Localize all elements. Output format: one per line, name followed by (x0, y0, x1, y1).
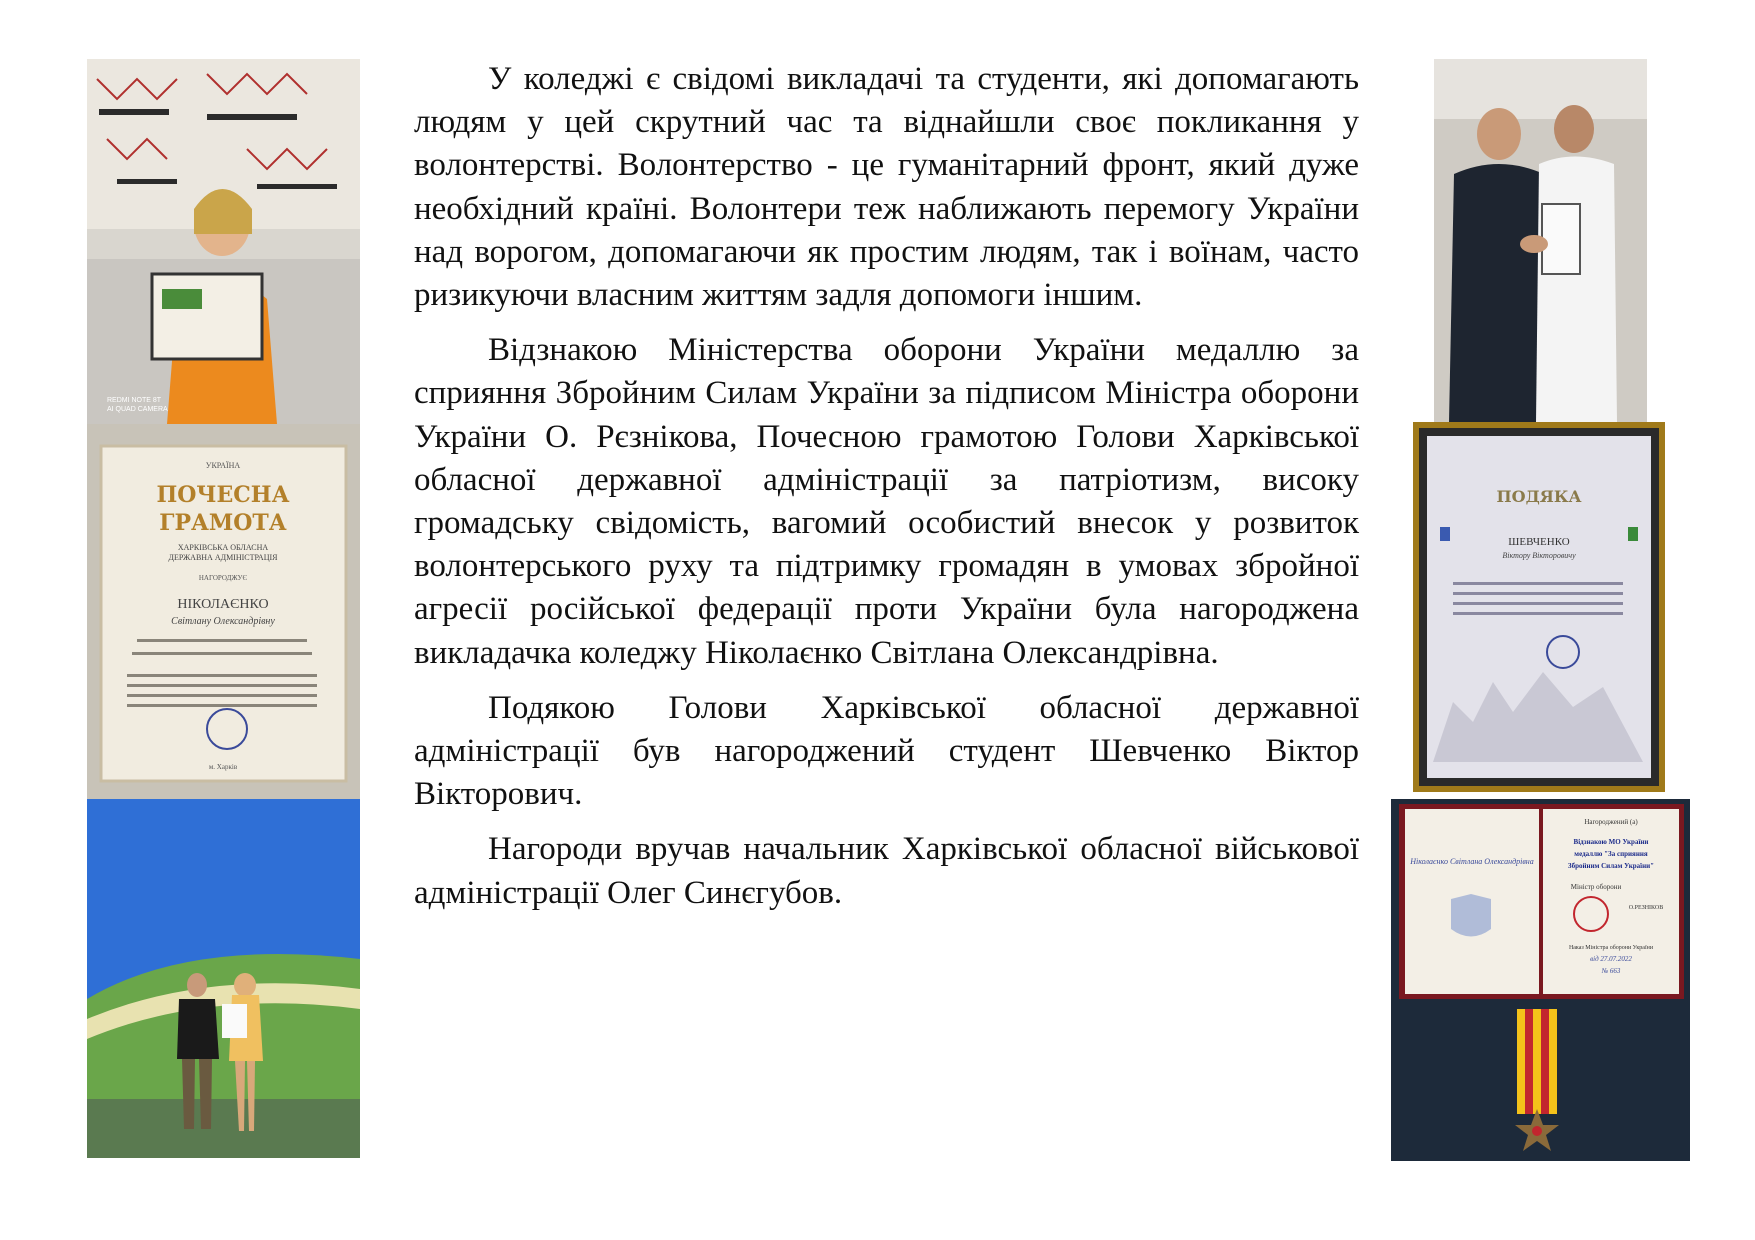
cert-issuer-line1: ХАРКІВСЬКА ОБЛАСНА (177, 543, 269, 552)
cert-awarded: НАГОРОДЖУЄ (198, 574, 248, 582)
medal-doc-awarded-label: Нагороджений (а) (1584, 818, 1638, 826)
cert-title-line2: ГРАМОТА (159, 510, 287, 536)
photo-medal-document (1391, 799, 1690, 1161)
article-body (414, 58, 1359, 927)
paragraph-award-presenter: Нагороди вручав начальник Харківської обласної військової адміністрації Олег Синєгубов. (414, 831, 1359, 911)
cert-country: УКРАЇНА (205, 461, 241, 470)
cert-city: м. Харків (208, 763, 238, 771)
photo-thanks-letter (1413, 422, 1665, 792)
photo-watermark-line1: REDMI NOTE 8T (107, 397, 162, 404)
cert-issuer-line2: ДЕРЖАВНА АДМІНІСТРАЦІЯ (168, 553, 278, 562)
photo-student-handshake (1434, 59, 1647, 422)
medal-doc-minister-label: Міністр оборони (1570, 883, 1622, 891)
paragraph-student-award: Подякою Голови Харківської обласної державної адміністрації був нагороджений студент Шевченко Віктор Вікторович. (414, 689, 1359, 813)
cert-surname: НІКОЛАЄНКО (177, 597, 269, 612)
medal-doc-medal-line1: Відзнакою МО України (1573, 838, 1649, 846)
thanks-title: ПОДЯКА (1496, 487, 1582, 506)
thanks-surname: ШЕВЧЕНКО (1508, 536, 1570, 548)
medal-doc-date-value: від 27.07.2022 (1590, 955, 1632, 963)
photo-teacher-with-certificate (87, 59, 360, 424)
thanks-name: Віктору Вікторовичу (1502, 551, 1576, 560)
medal-doc-signature: О.РЕЗНІКОВ (1628, 905, 1664, 911)
cert-title-line1: ПОЧЕСНА (156, 482, 290, 508)
paragraph-teacher-award: Відзнакою Міністерства оборони України медаллю за сприяння Збройним Силам України за підписом Міністра оборони України О. Рєзнікова, Почесною грамотою Голови Харківської обласної державної адміністрації за патріотизм, високу громадську свідомість, вагомий особистий внесок у розвиток волонтерського руху та підтримку громадян в умовах збройної агресії російської федерації проти України була нагороджена викладачка коледжу Ніколаєнко Світлана Олександрівна. (414, 332, 1359, 671)
medal-doc-medal-line2: медаллю "За сприяння (1574, 850, 1648, 858)
medal-doc-number-value: № 663 (1601, 967, 1621, 975)
medal-doc-handwritten-name: Ніколаєнко Світлана Олександрівна (1410, 857, 1534, 866)
cert-name: Світлану Олександрівну (171, 616, 275, 627)
photo-watermark-line2: AI QUAD CAMERA (107, 406, 168, 413)
photo-award-ceremony-stage (87, 799, 360, 1158)
photo-honorary-certificate (87, 424, 360, 799)
paragraph-volunteers: У коледжі є свідомі викладачі та студенти, які допомагають людям у цей скрутний час та віднайшли своє покликання у волонтерстві. Волонтерство - це гуманітарний фронт, який дуже необхідний країні. Волонтери теж наближають перемогу України над ворогом, допомагаючи як простим людям, так і воїнам, часто ризикуючи власним життям задля допомоги іншим. (414, 61, 1359, 314)
medal-doc-date-label: Наказ Міністра оборони України (1568, 945, 1654, 951)
medal-doc-medal-line3: Збройним Силам України" (1567, 862, 1655, 870)
